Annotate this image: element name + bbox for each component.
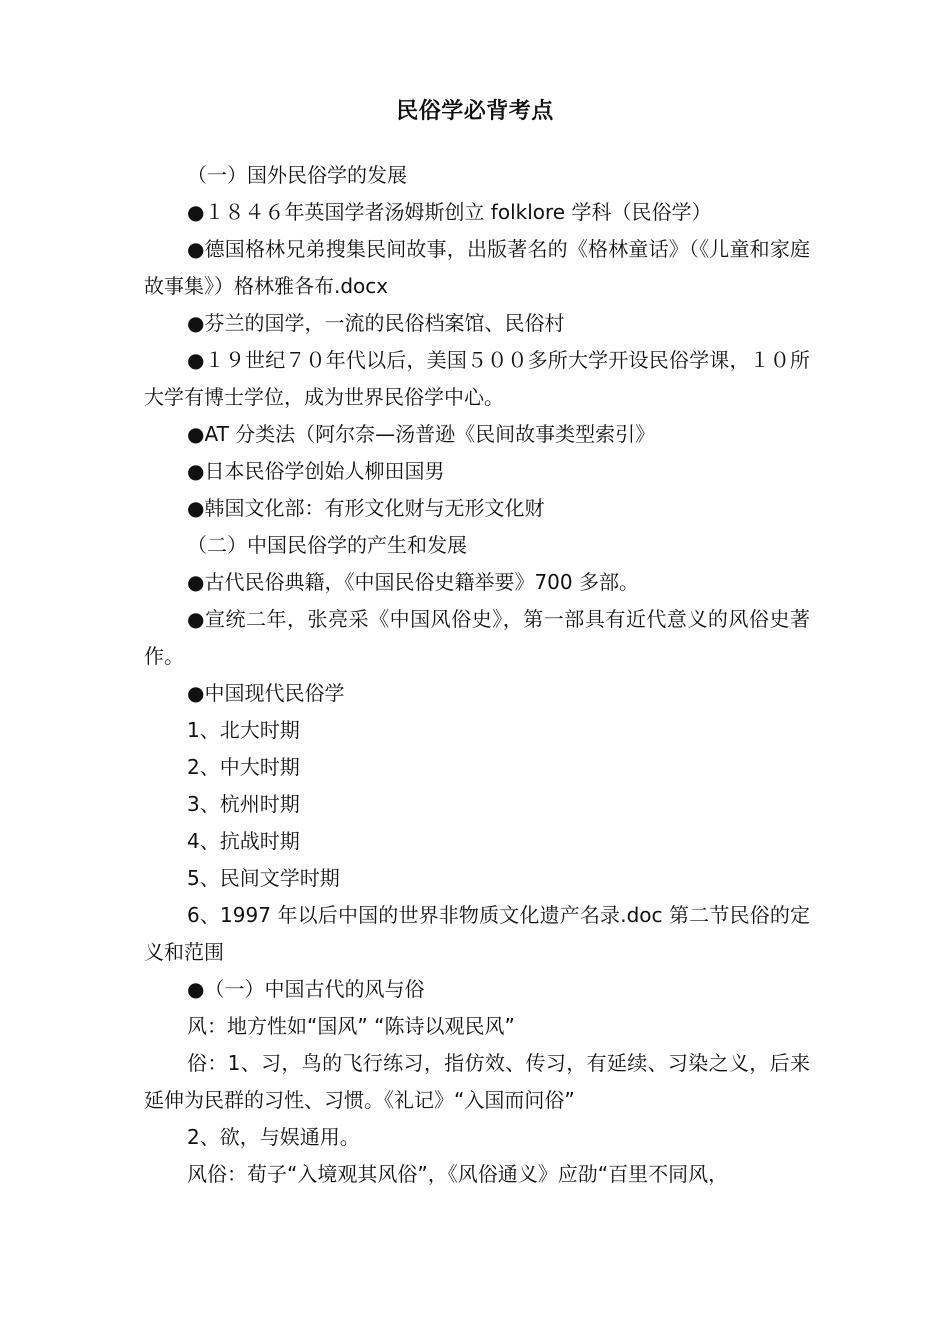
bullet-paragraph: ●（一）中国古代的风与俗 xyxy=(187,977,425,1001)
definition-paragraph: 俗：1、习，鸟的飞行练习，指仿效、传习，有延续、习染之义，后来延伸为民群的习性、习惯。《礼记》“入国而问俗” xyxy=(144,1051,810,1112)
numbered-item: 1、北大时期 xyxy=(187,718,300,742)
bullet-paragraph: ●宣统二年，张亮采《中国风俗史》，第一部具有近代意义的风俗史著作。 xyxy=(144,607,810,668)
numbered-item: 5、民间文学时期 xyxy=(187,866,340,890)
numbered-item: 6、1997 年以后中国的世界非物质文化遗产名录.doc 第二节民俗的定义和范围 xyxy=(144,903,810,964)
bullet-paragraph: ●AT 分类法（阿尔奈—汤普逊《民间故事类型索引》 xyxy=(187,422,656,446)
bullet-paragraph: ●１９世纪７０年代以后，美国５００多所大学开设民俗学课，１０所大学有博士学位，成为世界民俗学中心。 xyxy=(144,348,810,409)
document-body xyxy=(144,157,810,1193)
numbered-item: 4、抗战时期 xyxy=(187,829,300,853)
bullet-paragraph: ●日本民俗学创始人柳田国男 xyxy=(187,459,445,483)
bullet-paragraph: ●１８４６年英国学者汤姆斯创立 folklore 学科（民俗学） xyxy=(187,200,712,224)
document-title: 民俗学必背考点 xyxy=(396,99,554,124)
bullet-paragraph: ●韩国文化部：有形文化财与无形文化财 xyxy=(187,496,545,520)
definition-paragraph: 风俗：荀子“入境观其风俗”，《风俗通义》应劭“百里不同风， xyxy=(187,1162,729,1186)
definition-paragraph: 2、欲，与娱通用。 xyxy=(187,1125,360,1149)
numbered-item: 2、中大时期 xyxy=(187,755,300,779)
bullet-paragraph: ●古代民俗典籍，《中国民俗史籍举要》700 多部。 xyxy=(187,570,639,594)
numbered-item: 3、杭州时期 xyxy=(187,792,300,816)
bullet-paragraph: ●芬兰的国学，一流的民俗档案馆、民俗村 xyxy=(187,311,565,335)
section-heading: （二）中国民俗学的产生和发展 xyxy=(187,533,467,557)
definition-paragraph: 风：地方性如“国风” “陈诗以观民风” xyxy=(187,1014,515,1038)
section-heading: （一）国外民俗学的发展 xyxy=(187,163,407,187)
bullet-paragraph: ●德国格林兄弟搜集民间故事，出版著名的《格林童话》（《儿童和家庭故事集》）格林雅各布.docx xyxy=(144,237,810,298)
bullet-paragraph: ●中国现代民俗学 xyxy=(187,681,345,705)
